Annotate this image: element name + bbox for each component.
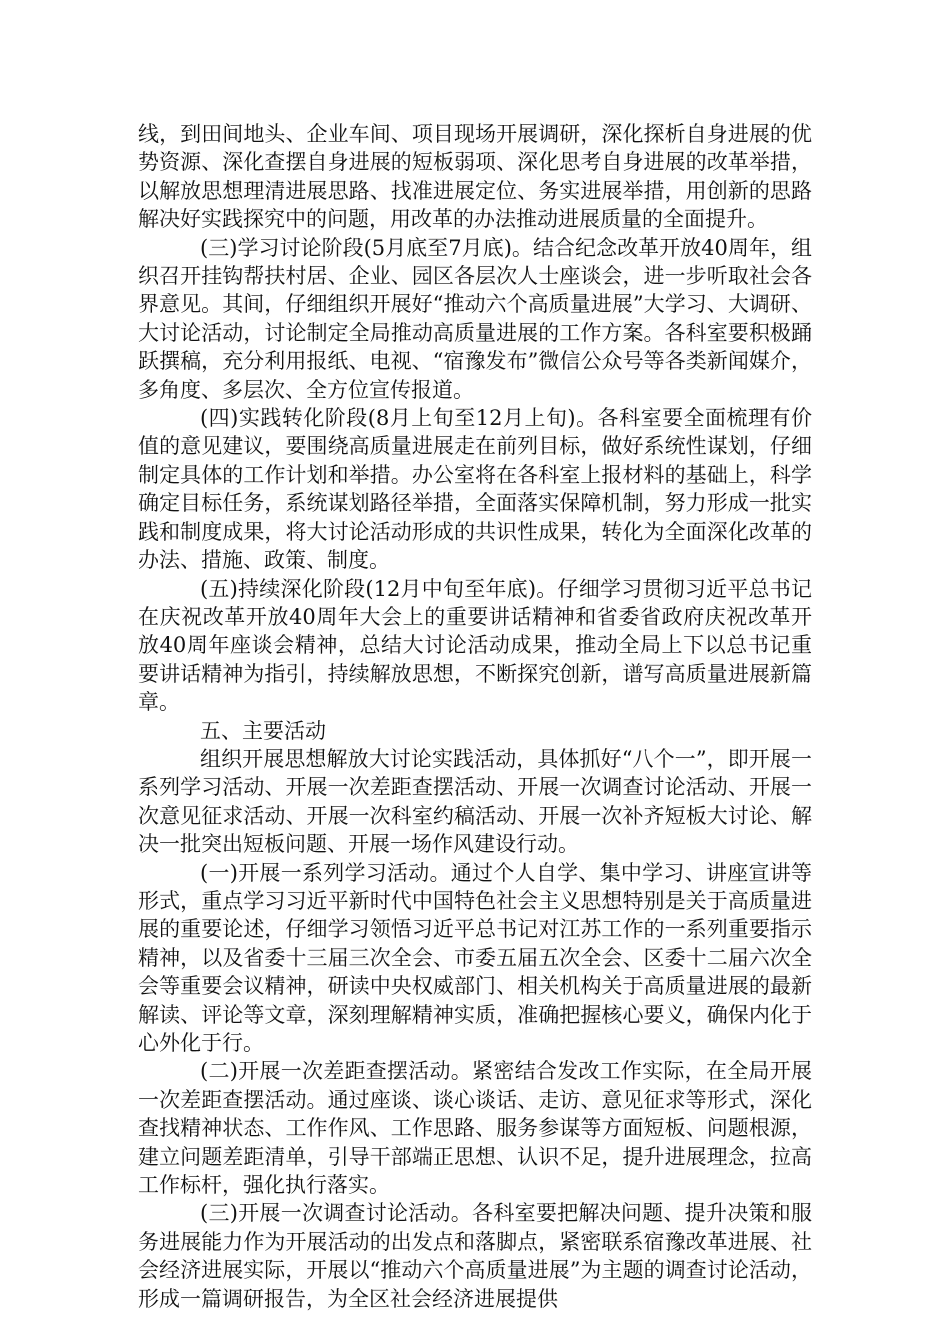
paragraph-stage-three: (三)学习讨论阶段(5月底至7月底)。结合纪念改革开放40周年，组织召开挂钩帮扶村居、企业、园区各层次人士座谈会，进一步听取社会各界意见。其间，仔细组织开展好“推动六个高质量进展”大学习、大调研、大讨论活动，讨论制定全局推动高质量进展的工作方案。各科室要积极踊跃撰稿，充分利用报纸、电视、“宿豫发布”微信公众号等各类新闻媒介，多角度、多层次、全方位宣传报道。: [138, 235, 812, 402]
paragraph-main-activities-intro: 组织开展思想解放大讨论实践活动，具体抓好“八个一”，即开展一系列学习活动、开展一次差距查摆活动、开展一次调查讨论活动、开展一次意见征求活动、开展一次科室约稿活动、开展一次补齐短板大讨论、解决一批突出短板问题、开展一场作风建设行动。: [138, 746, 812, 857]
paragraph-activity-three: (三)开展一次调查讨论活动。各科室要把解决问题、提升决策和服务进展能力作为开展活动的出发点和落脚点，紧密联系宿豫改革进展、社会经济进展实际，开展以“推动六个高质量进展”为主题的调查讨论活动，形成一篇调研报告，为全区社会经济进展提供: [138, 1201, 812, 1311]
paragraph-continuation: 线，到田间地头、企业车间、项目现场开展调研，深化探析自身进展的优势资源、深化查摆自身进展的短板弱项、深化思考自身进展的改革举措，以解放思想理清进展思路、找准进展定位、务实进展举措，用创新的思路解决好实践探究中的问题，用改革的办法推动进展质量的全面提升。: [138, 122, 812, 232]
paragraph-stage-five: (五)持续深化阶段(12月中旬至年底)。仔细学习贯彻习近平总书记在庆祝改革开放40周年大会上的重要讲话精神和省委省政府庆祝改革开放40周年座谈会精神，总结大讨论活动成果，推动全局上下以总书记重要讲话精神为指引，持续解放思想，不断探究创新，谱写高质量进展新篇章。: [138, 576, 812, 715]
paragraph-activity-one: (一)开展一系列学习活动。通过个人自学、集中学习、讲座宣讲等形式，重点学习习近平新时代中国特色社会主义思想特别是关于高质量进展的重要论述，仔细学习领悟习近平总书记对江苏工作的一系列重要指示精神，以及省委十三届三次全会、市委五届五次全会、区委十二届六次全会等重要会议精神，研读中央权威部门、相关机构关于高质量进展的最新解读、评论等文章，深刻理解精神实质，准确把握核心要义，确保内化于心外化于行。: [138, 860, 812, 1055]
document-page: [138, 120, 812, 1313]
section-heading-main-activities: 五、主要活动: [200, 718, 326, 743]
paragraph-activity-two: (二)开展一次差距查摆活动。紧密结合发改工作实际，在全局开展一次差距查摆活动。通过座谈、谈心谈话、走访、意见征求等形式，深化查找精神状态、工作作风、工作思路、服务参谋等方面短板、问题根源，建立问题差距清单，引导干部端正思想、认识不足，提升进展理念，拉高工作标杆，强化执行落实。: [138, 1059, 812, 1198]
paragraph-stage-four: (四)实践转化阶段(8月上旬至12月上旬)。各科室要全面梳理有价值的意见建议，要围绕高质量进展走在前列目标，做好系统性谋划，仔细制定具体的工作计划和举措。办公室将在各科室上报材料的基础上，科学确定目标任务，系统谋划路径举措，全面落实保障机制，努力形成一批实践和制度成果，将大讨论活动形成的共识性成果，转化为全面深化改革的办法、措施、政策、制度。: [138, 406, 812, 573]
